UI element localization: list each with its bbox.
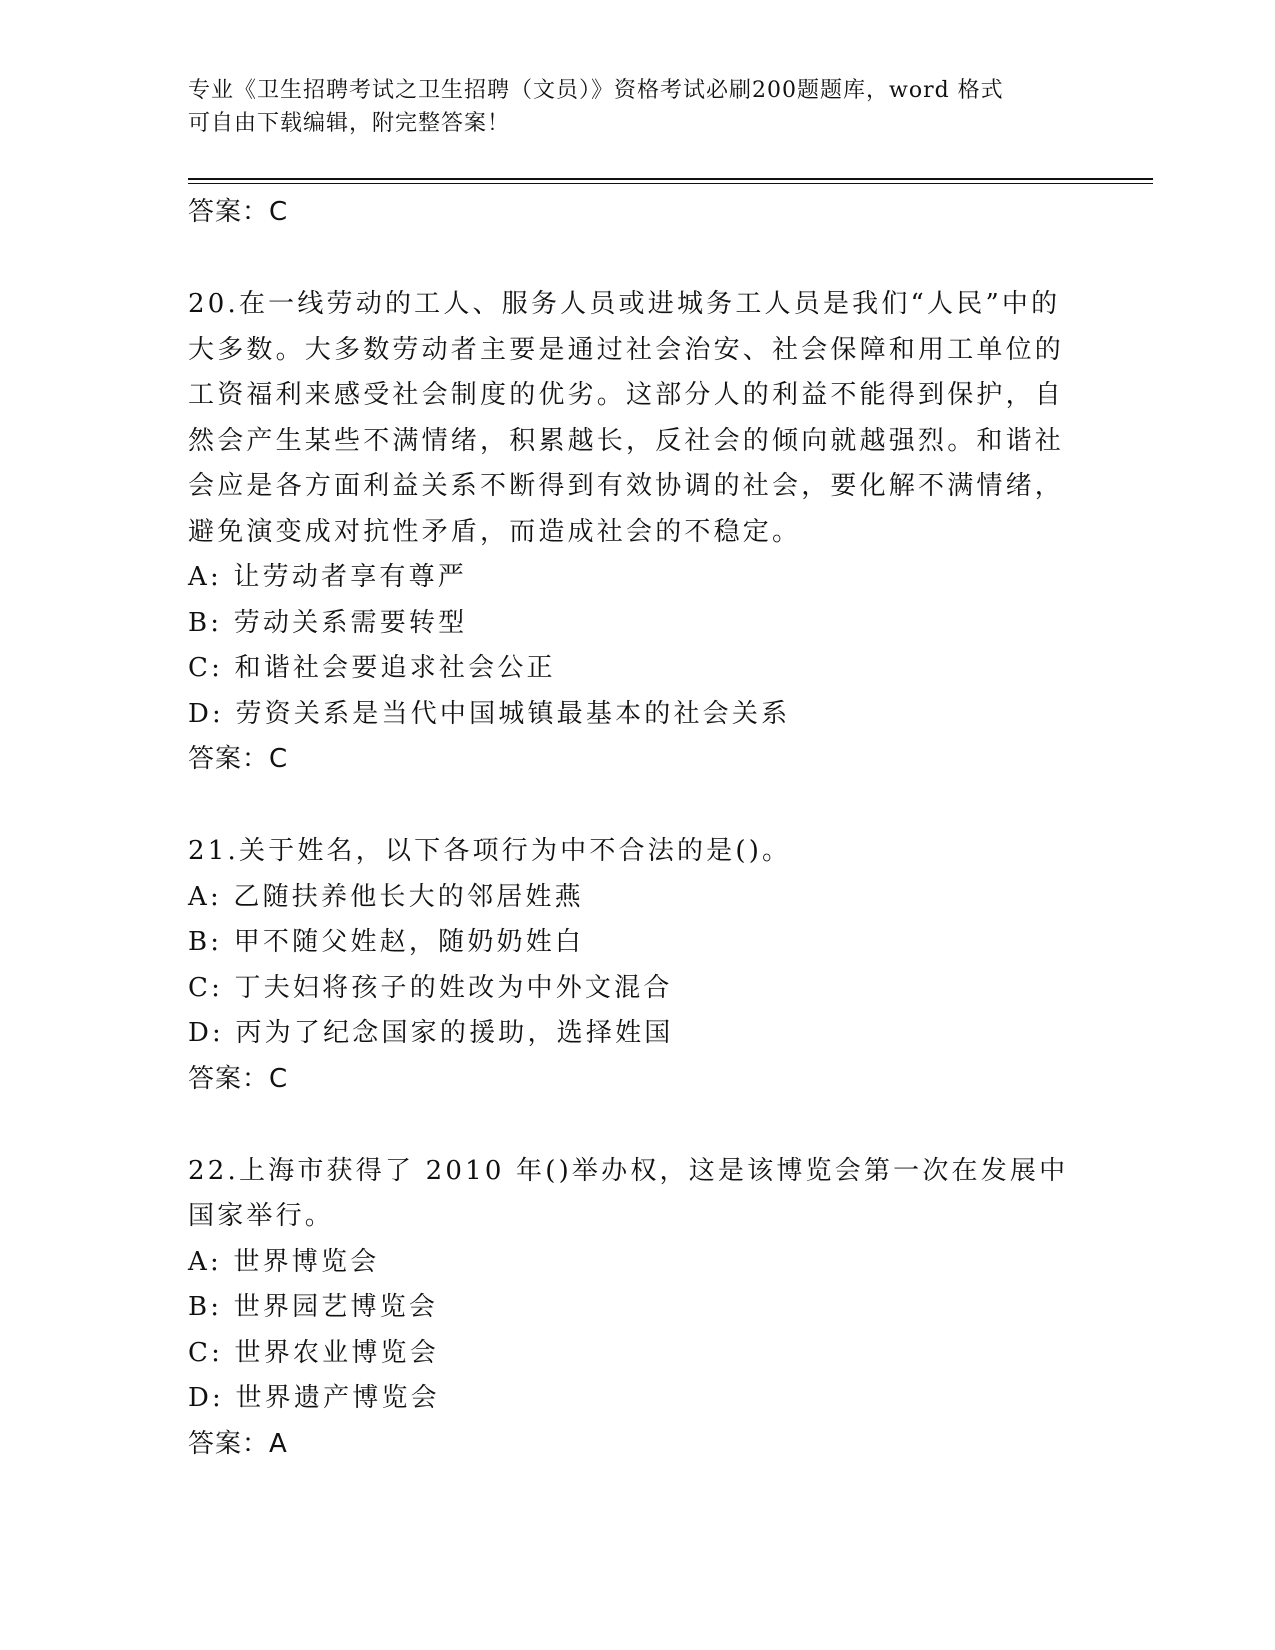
option-d: D: 丙为了纪念国家的援助，选择姓国 — [188, 1018, 674, 1048]
option-b: B: 世界园艺博览会 — [188, 1292, 439, 1322]
question-22 — [188, 1149, 1088, 1466]
question-answer: 答案：C — [188, 1063, 289, 1094]
question-20 — [188, 282, 1088, 781]
option-d: D: 劳资关系是当代中国城镇最基本的社会关系 — [188, 698, 791, 729]
question-21 — [188, 829, 1088, 1101]
question-answer: 答案：A — [188, 1428, 288, 1459]
option-c: C: 世界农业博览会 — [188, 1337, 439, 1368]
page-header — [188, 74, 1088, 140]
header-line-2: 可自由下载编辑，附完整答案！ — [188, 111, 511, 136]
previous-answer: 答案：C — [188, 197, 289, 227]
header-line-1: 专业《卫生招聘考试之卫生招聘（文员）》资格考试必刷200题题库，word 格式 — [188, 78, 1004, 103]
option-d: D: 世界遗产博览会 — [188, 1383, 440, 1413]
option-a: A: 让劳动者享有尊严 — [188, 562, 468, 592]
option-b: B: 劳动关系需要转型 — [188, 607, 468, 638]
option-c: C: 丁夫妇将孩子的姓改为中外文混合 — [188, 972, 673, 1003]
header-rule-thin — [188, 183, 1153, 184]
document-body — [188, 190, 1088, 1466]
option-b: B: 甲不随父姓赵，随奶奶姓白 — [188, 927, 585, 957]
option-a: A: 乙随扶养他长大的邻居姓燕 — [188, 881, 584, 912]
question-stem: 22.上海市获得了 2010 年()举办权，这是该博览会第一次在发展中国家举行。 — [188, 1155, 1069, 1231]
question-stem: 20.在一线劳动的工人、服务人员或进城务工人员是我们“人民”中的大多数。大多数劳动者主要是通过社会治安、社会保障和用工单位的工资福利来感受社会制度的优劣。这部分人的利益不能得到保护，自然会产生某些不满情绪，积累越长，反社会的倾向就越强烈。和谐社会应是各方面利益关系不断得到有效协调的社会，要化解不满情绪，避免演变成对抗性矛盾，而造成社会的不稳定。 — [188, 289, 1065, 547]
header-rule-thick — [188, 178, 1153, 180]
question-answer: 答案：C — [188, 744, 289, 774]
question-stem: 21.关于姓名，以下各项行为中不合法的是()。 — [188, 836, 792, 866]
option-a: A: 世界博览会 — [188, 1246, 380, 1277]
option-c: C: 和谐社会要追求社会公正 — [188, 653, 556, 683]
